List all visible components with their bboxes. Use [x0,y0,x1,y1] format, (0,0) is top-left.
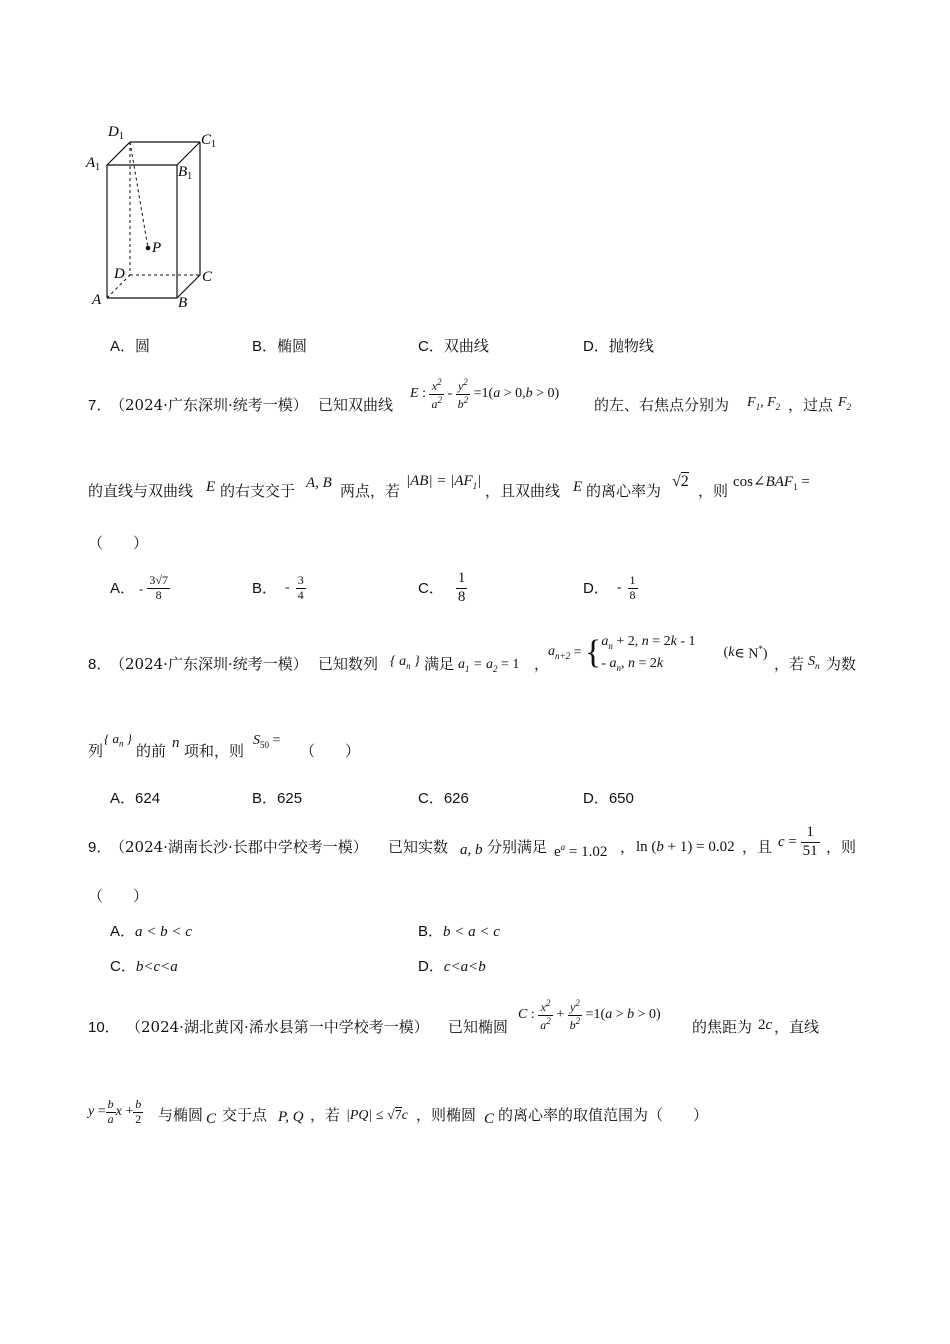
q7-E2: E [573,479,583,495]
label-B1: $B_1$ [178,164,193,182]
q9-number: 9． [88,839,112,856]
q10-2c: 2c [758,1017,773,1033]
q7-text4: 的直线与双曲线 [88,482,194,500]
q8-seq: { $a_n$ } [390,654,420,671]
label-D: D [114,266,125,282]
q10-text3: ，直线 [774,1018,820,1036]
q9-option-b: B．b < a < c [418,923,500,940]
q7-cos-angle: $\cos\angle BAF_1$ = [733,474,810,492]
q9-text2: 分别满足 [487,838,548,856]
q9-text5: ，则 [826,838,857,856]
q10-text6: ，若 [310,1106,341,1124]
q9-source: （2024·湖南长沙·长郡中学校考一模） [110,838,368,856]
q10-text7: ，则椭圆 [416,1106,477,1124]
q9-ln: ln (b + 1) = 0.02 [636,839,735,855]
q6-option-a: A．圆 [110,337,151,355]
q8-source: （2024·广东深圳·统考一模） [110,655,308,673]
q8-option-a: A．624 [110,790,161,807]
q6-option-b: B．椭圆 [252,337,308,355]
q7-text1: 已知双曲线 [318,396,394,414]
q8-text7: 项和，则 [184,742,245,760]
q7-number: 7． [88,397,112,414]
q7-option-b: B． - $\frac{3}{4}$ [252,572,304,602]
q10-text5: 交于点 [222,1106,268,1124]
q9-text3: ， [620,838,636,856]
q8-comma: ， [534,655,550,673]
q8-recurrence: $a_{n+2}$ = { $a_n + 2$, n = 2k - 1 - $a_n$, n = 2k ( k ∈ N*) [548,633,768,673]
q10-text4: 与椭圆 [158,1106,204,1124]
label-A1: $A_1$ [86,155,101,173]
q7-text2: 的左、右焦点分别为 [594,396,730,414]
q8-number: 8． [88,656,112,673]
q10-number: 10． [88,1019,120,1036]
q8-S50: $S_{50}$ = [253,733,281,750]
q9-option-d: D．c<a<b [418,958,486,975]
q8-option-d: D．650 [583,790,634,807]
q7-sqrt2: √2 [672,473,689,490]
q9-c: c = $\frac{1}{51}$ [778,824,818,859]
q9-blank: （ ） [88,887,149,905]
q8-initial: $a_1 = a_2 = 1$ [458,657,520,674]
label-B: B [178,295,188,311]
q8-option-c: C．626 [418,790,469,807]
q9-ea: $e^a = 1.02$ [554,842,608,860]
label-C: C [202,269,213,285]
q7-AB: A, B [306,475,332,491]
q7-text8: 的离心率为 [586,482,662,500]
label-C1: $C_1$ [201,132,217,150]
q7-condition: $|AB| = |AF_1|$ [406,473,482,491]
q8-text5: 列 [88,742,104,760]
q7-option-d: D． - $\frac{1}{8}$ [583,572,636,602]
q8-blank: （ ） [300,742,361,760]
q10-text8: 的离心率的取值范围为（ ） [498,1106,709,1124]
q7-source: （2024·广东深圳·统考一模） [110,396,308,414]
q7-hyperbola-equation: E : $\frac{x^2}{a^2}$ - $\frac{y^2}{b^2}$ =1( a > 0, b > 0) [410,376,560,411]
q7-text9: ，则 [698,482,729,500]
label-P: P [152,240,162,256]
q10-condition: |PQ| ≤ √7c [346,1108,408,1123]
q7-option-a: A． - $\frac{3√7}{8}$ [110,572,168,602]
q6-option-c: C．双曲线 [418,337,489,355]
q8-Sn: $S_n$ [808,654,820,671]
q7-blank: （ ） [88,534,149,552]
label-D1: $D_1$ [108,124,124,142]
q10-PQ: P, Q [278,1109,304,1125]
q8-option-b: B．625 [252,790,303,807]
q8-text6: 的前 [136,742,167,760]
q10-C2: C [484,1111,495,1127]
q8-text4: 为数 [826,655,857,673]
q8-n: n [172,735,180,751]
q7-text5: 的右支交于 [220,482,296,500]
q9-text1: 已知实数 [388,838,449,856]
label-A: A [92,292,102,308]
q8-seq2: { $a_n$ } [104,731,132,749]
q6-option-d: D．抛物线 [583,337,654,355]
q7-option-c: C． $\frac{1}{8}$ [418,570,466,605]
q7-foci: $F_1$, $F_2$ [747,395,781,412]
q8-text1: 已知数列 [318,655,379,673]
q8-text2: 满足 [424,655,455,673]
q9-text4: ，且 [742,838,773,856]
q9-ab: a, b [460,842,483,858]
q7-text7: ，且双曲线 [485,482,561,500]
q10-line-equation: y = $\frac{b}{a}$ x + $\frac{b}{2}$ [88,1096,142,1126]
q10-text2: 的焦距为 [692,1018,753,1036]
q10-C1: C [206,1111,217,1127]
q7-f2: $F_2$ [838,395,852,412]
q7-text3: ，过点 [788,396,834,414]
q10-ellipse-equation: C : $\frac{x^2}{a^2}$ + $\frac{y^2}{b^2}$ =1( a > b > 0) [518,997,661,1032]
q7-text6: 两点，若 [340,482,401,500]
q7-E1: E [206,479,216,495]
cuboid-figure [80,118,230,318]
q8-text3: ，若 [774,655,805,673]
q10-text1: 已知椭圆 [448,1018,509,1036]
q9-option-c: C．b<c<a [110,958,178,975]
q10-source: （2024·湖北黄冈·浠水县第一中学校考一模） [126,1018,429,1036]
q9-option-a: A．a < b < c [110,923,192,940]
